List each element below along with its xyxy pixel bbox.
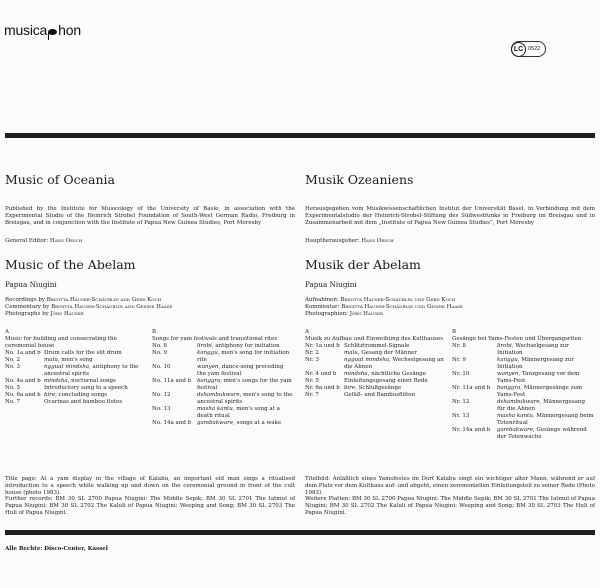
track-description: , Männergesang für die Ahnen: [497, 399, 585, 412]
track-number: No. 1a and b: [5, 350, 41, 356]
track-row: [152, 364, 294, 378]
track-native-name: banggra: [497, 385, 521, 391]
track-description: , Wechselgesang zur Initiation: [497, 343, 569, 356]
track-description: , antiphony to the ancestral spirits: [44, 364, 139, 377]
track-description: , Männergesang zur Initiation: [497, 357, 574, 370]
track-title: [197, 406, 294, 420]
track-title: [44, 378, 147, 385]
track-number: Nr. 2: [305, 350, 319, 356]
track-title: [344, 371, 447, 378]
track-row: [5, 350, 147, 357]
editor-name: Hans Oesch: [49, 238, 83, 244]
bottom-divider-bar: [5, 530, 595, 535]
track-number: No. 9: [152, 350, 168, 356]
track-title: [197, 420, 294, 427]
track-number: No. 13: [152, 406, 171, 412]
track-number: No. 12: [152, 392, 171, 398]
side-heading: Musik zu Aufbau und Einweihung des Kulthauses: [305, 336, 444, 342]
track-row: [152, 406, 294, 420]
track-row: [452, 371, 594, 385]
track-description: Introductory song to a speech: [44, 385, 128, 391]
track-description: , Tanzgesang vor dem Yams-Fest: [497, 371, 580, 384]
track-description: , songs at a wake: [233, 420, 282, 426]
track-title: [344, 392, 447, 399]
track-native-name: dshambukware: [497, 399, 540, 405]
album-title: Music of the Abelam: [5, 257, 136, 272]
track-number: No. 7: [5, 399, 21, 405]
track-row: [452, 385, 594, 399]
track-native-name: kanggu: [197, 350, 218, 356]
publisher-note: Published by the Institute for Musicology of the University of Basle, in association with the Experimental Studio of the Heinrich Strobel Foundation of South-West German Radio, Freiburg in Breisgau, and in conjunction with the Institute of Papua New Guinea Studies, Port Moresby: [5, 206, 295, 226]
track-list-side-a: [305, 329, 447, 399]
track-native-name: wanyen: [497, 371, 519, 377]
track-row: [452, 399, 594, 413]
track-native-name: dshambukware: [197, 392, 240, 398]
track-title: [197, 343, 294, 350]
track-description: , antiphony for initiation: [211, 343, 280, 349]
track-number: Nr. 12: [452, 399, 470, 405]
track-number: Nr. 4 und b: [305, 371, 337, 377]
track-title: [344, 385, 447, 392]
track-row: [152, 378, 294, 392]
track-description: , men's song at a death ritual: [197, 406, 280, 419]
track-number: Nr. 6a und b: [305, 385, 340, 391]
track-row: [152, 343, 294, 350]
track-title: [44, 385, 147, 392]
series-title: Music of Oceania: [5, 172, 115, 187]
track-row: [305, 371, 447, 378]
track-row: [5, 378, 147, 385]
track-row: [5, 392, 147, 399]
side-label: A: [5, 329, 9, 335]
track-number: Nr. 3: [305, 357, 319, 363]
credit-label: Photographs by: [5, 311, 49, 317]
editor-label: Hauptherausgeber:: [305, 238, 360, 244]
track-native-name: lirobi: [197, 343, 212, 349]
track-row: [305, 378, 447, 385]
credit-names: Brigitta Hauser-Schäublin and Gerd Koch: [46, 297, 162, 303]
track-title: [497, 385, 594, 399]
credit-line: [5, 311, 84, 318]
track-description: , Gesänge während der Totenwache: [497, 427, 587, 440]
track-native-name: ngguat mindsha: [344, 357, 390, 363]
track-list-side-a: [5, 329, 147, 406]
track-row: [152, 350, 294, 364]
editor-label: General Editor:: [5, 238, 49, 244]
label-code: 0522: [528, 46, 541, 52]
track-row: [305, 343, 447, 350]
track-description: , Schlußgesänge: [355, 385, 402, 391]
track-number: No. 8: [152, 343, 168, 349]
credit-line: [305, 304, 463, 311]
track-number: No. 11a and b: [152, 378, 192, 384]
track-native-name: malu: [44, 357, 58, 363]
track-title: [497, 413, 594, 427]
track-title: [197, 378, 294, 392]
track-native-name: banggra: [197, 378, 221, 384]
track-description: , dance-song preceding the yam festival: [197, 364, 284, 377]
track-native-name: lirobi: [497, 343, 512, 349]
track-number: No. 10: [152, 364, 171, 370]
track-list-side-b: [152, 329, 294, 427]
track-row: [5, 399, 147, 406]
rights-notice: Alle Rechte: Disco-Center, Kassel: [5, 546, 108, 552]
album-subtitle: Papua Niugini: [5, 280, 57, 289]
track-description: Gefäß- und Bambusflöten: [344, 392, 416, 398]
credit-line: [305, 311, 383, 318]
track-title: [344, 343, 447, 350]
credit-line: [305, 297, 455, 304]
publisher-note: Herausgegeben vom Musikwissenschaftlichen Institut der Universität Basel, in Verbindung mit dem Experimentalstudio der Heinrich-Strobel-Stiftung des Südwestfunks in Freiburg im Breisgau und in Zusammenarbeit mit dem „Institute of Papua New Guinea Studies“, Port Moresby: [305, 206, 595, 226]
credit-line: [5, 304, 172, 311]
series-title: Musik Ozeaniens: [305, 172, 414, 187]
track-row: [5, 357, 147, 364]
music-note-icon: [48, 29, 57, 35]
track-description: Drum calls for the slit drum: [44, 350, 122, 356]
track-description: , Gesang der Männer: [357, 350, 417, 356]
track-number: Nr. 7: [305, 392, 319, 398]
track-row: [5, 385, 147, 392]
track-number: Nr. 8: [452, 343, 466, 349]
general-editor: [305, 238, 394, 245]
credit-names: Jörg Hauser: [50, 311, 84, 317]
credit-names: Brigitta Hauser-Schäublin und Gerd Koch: [340, 297, 456, 303]
credit-label: Commentary by: [5, 304, 50, 310]
track-description: , nächtliche Gesänge: [367, 371, 427, 377]
track-native-name: gambakware: [197, 420, 234, 426]
track-row: [452, 427, 594, 441]
track-number: Nr. 14a und b: [452, 427, 491, 433]
track-native-name: masha kantu: [197, 406, 233, 412]
further-records: Weitere Platten: BM 30 SL 2700 Papua Niugini: The Middle Sepik; BM 30 SL 2701 The Iatmul of Papua Niugini; BM 30 SL 2702 The Kaluli of Papua Niugini: Weeping and Song; BM 30 SL 2703 The Huli of Papua Niugini.: [305, 496, 595, 516]
track-row: [5, 364, 147, 378]
side-heading: Songs for yam festivals and transitional rites: [152, 336, 278, 342]
track-title: [197, 364, 294, 378]
track-native-name: bire: [44, 392, 56, 398]
track-number: Nr. 1a und b: [305, 343, 340, 349]
track-native-name: gambakware: [497, 427, 534, 433]
editor-name: Hans Oesch: [361, 238, 394, 244]
track-title: [344, 378, 447, 385]
track-description: , concluding songs: [55, 392, 108, 398]
track-title: [497, 427, 594, 441]
track-description: , men's songs for the yam festival: [197, 378, 292, 391]
track-description: , Männergesang beim Totenritual: [497, 413, 594, 426]
credit-names: Jörg Hauser: [349, 311, 383, 317]
track-native-name: kanggu: [497, 357, 518, 363]
side-label: B: [452, 329, 457, 335]
track-number: No. 3: [5, 364, 21, 370]
musicaphon-logo: musica hon: [4, 22, 81, 38]
track-native-name: wanyen: [197, 364, 219, 370]
track-row: [452, 413, 594, 427]
track-description: , nocturnal songs: [67, 378, 116, 384]
track-number: No. 4a and b: [5, 378, 41, 384]
credit-label: Aufnahmen:: [305, 297, 339, 303]
top-divider-bar: [5, 133, 595, 138]
track-title: [197, 350, 294, 364]
track-native-name: bire: [344, 385, 356, 391]
track-native-name: masha kantu: [497, 413, 533, 419]
label-code-badge: [511, 41, 546, 57]
track-row: [152, 420, 294, 427]
track-number: No. 2: [5, 357, 21, 363]
credit-line: [5, 297, 161, 304]
track-title: [344, 357, 447, 371]
track-description: , Wechselgesang an die Ahnen: [344, 357, 444, 370]
track-native-name: malu: [344, 350, 358, 356]
track-title: [497, 357, 594, 371]
track-number: Nr. 9: [452, 357, 466, 363]
track-number: No. 5: [5, 385, 21, 391]
track-native-name: ngguat mindsha: [44, 364, 90, 370]
track-row: [452, 357, 594, 371]
title-page-caption: Titelbild: Anläßlich eines Yamsfestes im Dorf Kalabu singt ein wichtiger alter Mann, während er auf dem Platz vor dem Kulthaus auf- und abgeht, einen zeremoniellen Einleitungsteil zu seiner Rede (Photo 1983).: [305, 476, 595, 496]
track-title: [44, 364, 147, 378]
track-row: [152, 392, 294, 406]
track-title: [497, 399, 594, 413]
track-number: Nr. 13: [452, 413, 470, 419]
title-page-caption: Title page: At a yam display in the village of Kalabu, an important old man sings a ritualised introduction to a speech while walking up and down on the ceremonial ground in front of the cult house (photo 1983).: [5, 476, 295, 496]
track-title: [344, 350, 447, 357]
track-number: No. 14a and b: [152, 420, 192, 426]
track-list-side-b: [452, 329, 594, 441]
side-label: B: [152, 329, 157, 335]
track-description: Einleitungsgesang einer Rede: [344, 378, 428, 384]
general-editor: [5, 238, 82, 245]
credit-names: Brigitta Hauser-Schäublin und Gesine Haase: [341, 304, 463, 310]
track-number: Nr. 5: [305, 378, 319, 384]
track-row: [452, 343, 594, 357]
track-description: , men's song: [57, 357, 93, 363]
side-heading: Gesänge bei Yams-Festen und Übergangsriten: [452, 336, 582, 342]
track-row: [305, 392, 447, 399]
side-heading: Music for building and consecrating the ceremonial house: [5, 336, 117, 349]
track-native-name: mindsha: [44, 378, 68, 384]
track-description: Schlitztrommel-Signale: [344, 343, 410, 349]
lc-logo: LC: [511, 42, 526, 57]
album-subtitle: Papua Niugini: [305, 280, 357, 289]
track-title: [197, 392, 294, 406]
track-number: Nr. 10: [452, 371, 470, 377]
track-title: [44, 350, 147, 357]
track-title: [44, 399, 147, 406]
track-row: [305, 357, 447, 371]
track-title: [497, 343, 594, 357]
track-number: No. 6a and b: [5, 392, 41, 398]
track-description: , Männergesänge zum Yams-Fest: [497, 385, 583, 398]
track-title: [497, 371, 594, 385]
track-description: , men's song to the ancestral spirits: [197, 392, 293, 405]
track-title: [44, 357, 147, 364]
album-title: Musik der Abelam: [305, 257, 421, 272]
credit-label: Recordings by: [5, 297, 45, 303]
further-records: Further records: BM 30 SL 2700 Papua Niugini: The Middle Sepik; BM 30 SL 2701 The Iatmul of Papua Niugini; BM 30 SL 2702 The Kaluli of Papua Niugini: Weeping and Song; BM 30 SL 2703 The Huli of Papua Niugini.: [5, 496, 295, 516]
credit-label: Photographien:: [305, 311, 348, 317]
track-description: Ocarinas and bamboo flutes: [44, 399, 123, 405]
credit-names: Brigitta Hauser-Schäublin and Gesine Haase: [51, 304, 173, 310]
track-row: [305, 385, 447, 392]
track-description: , men's song for initiation rite: [197, 350, 290, 363]
credit-label: Kommentar:: [305, 304, 340, 310]
track-title: [44, 392, 147, 399]
track-row: [305, 350, 447, 357]
track-native-name: mindsha: [344, 371, 368, 377]
track-number: Nr. 11a und b: [452, 385, 491, 391]
side-label: A: [305, 329, 309, 335]
